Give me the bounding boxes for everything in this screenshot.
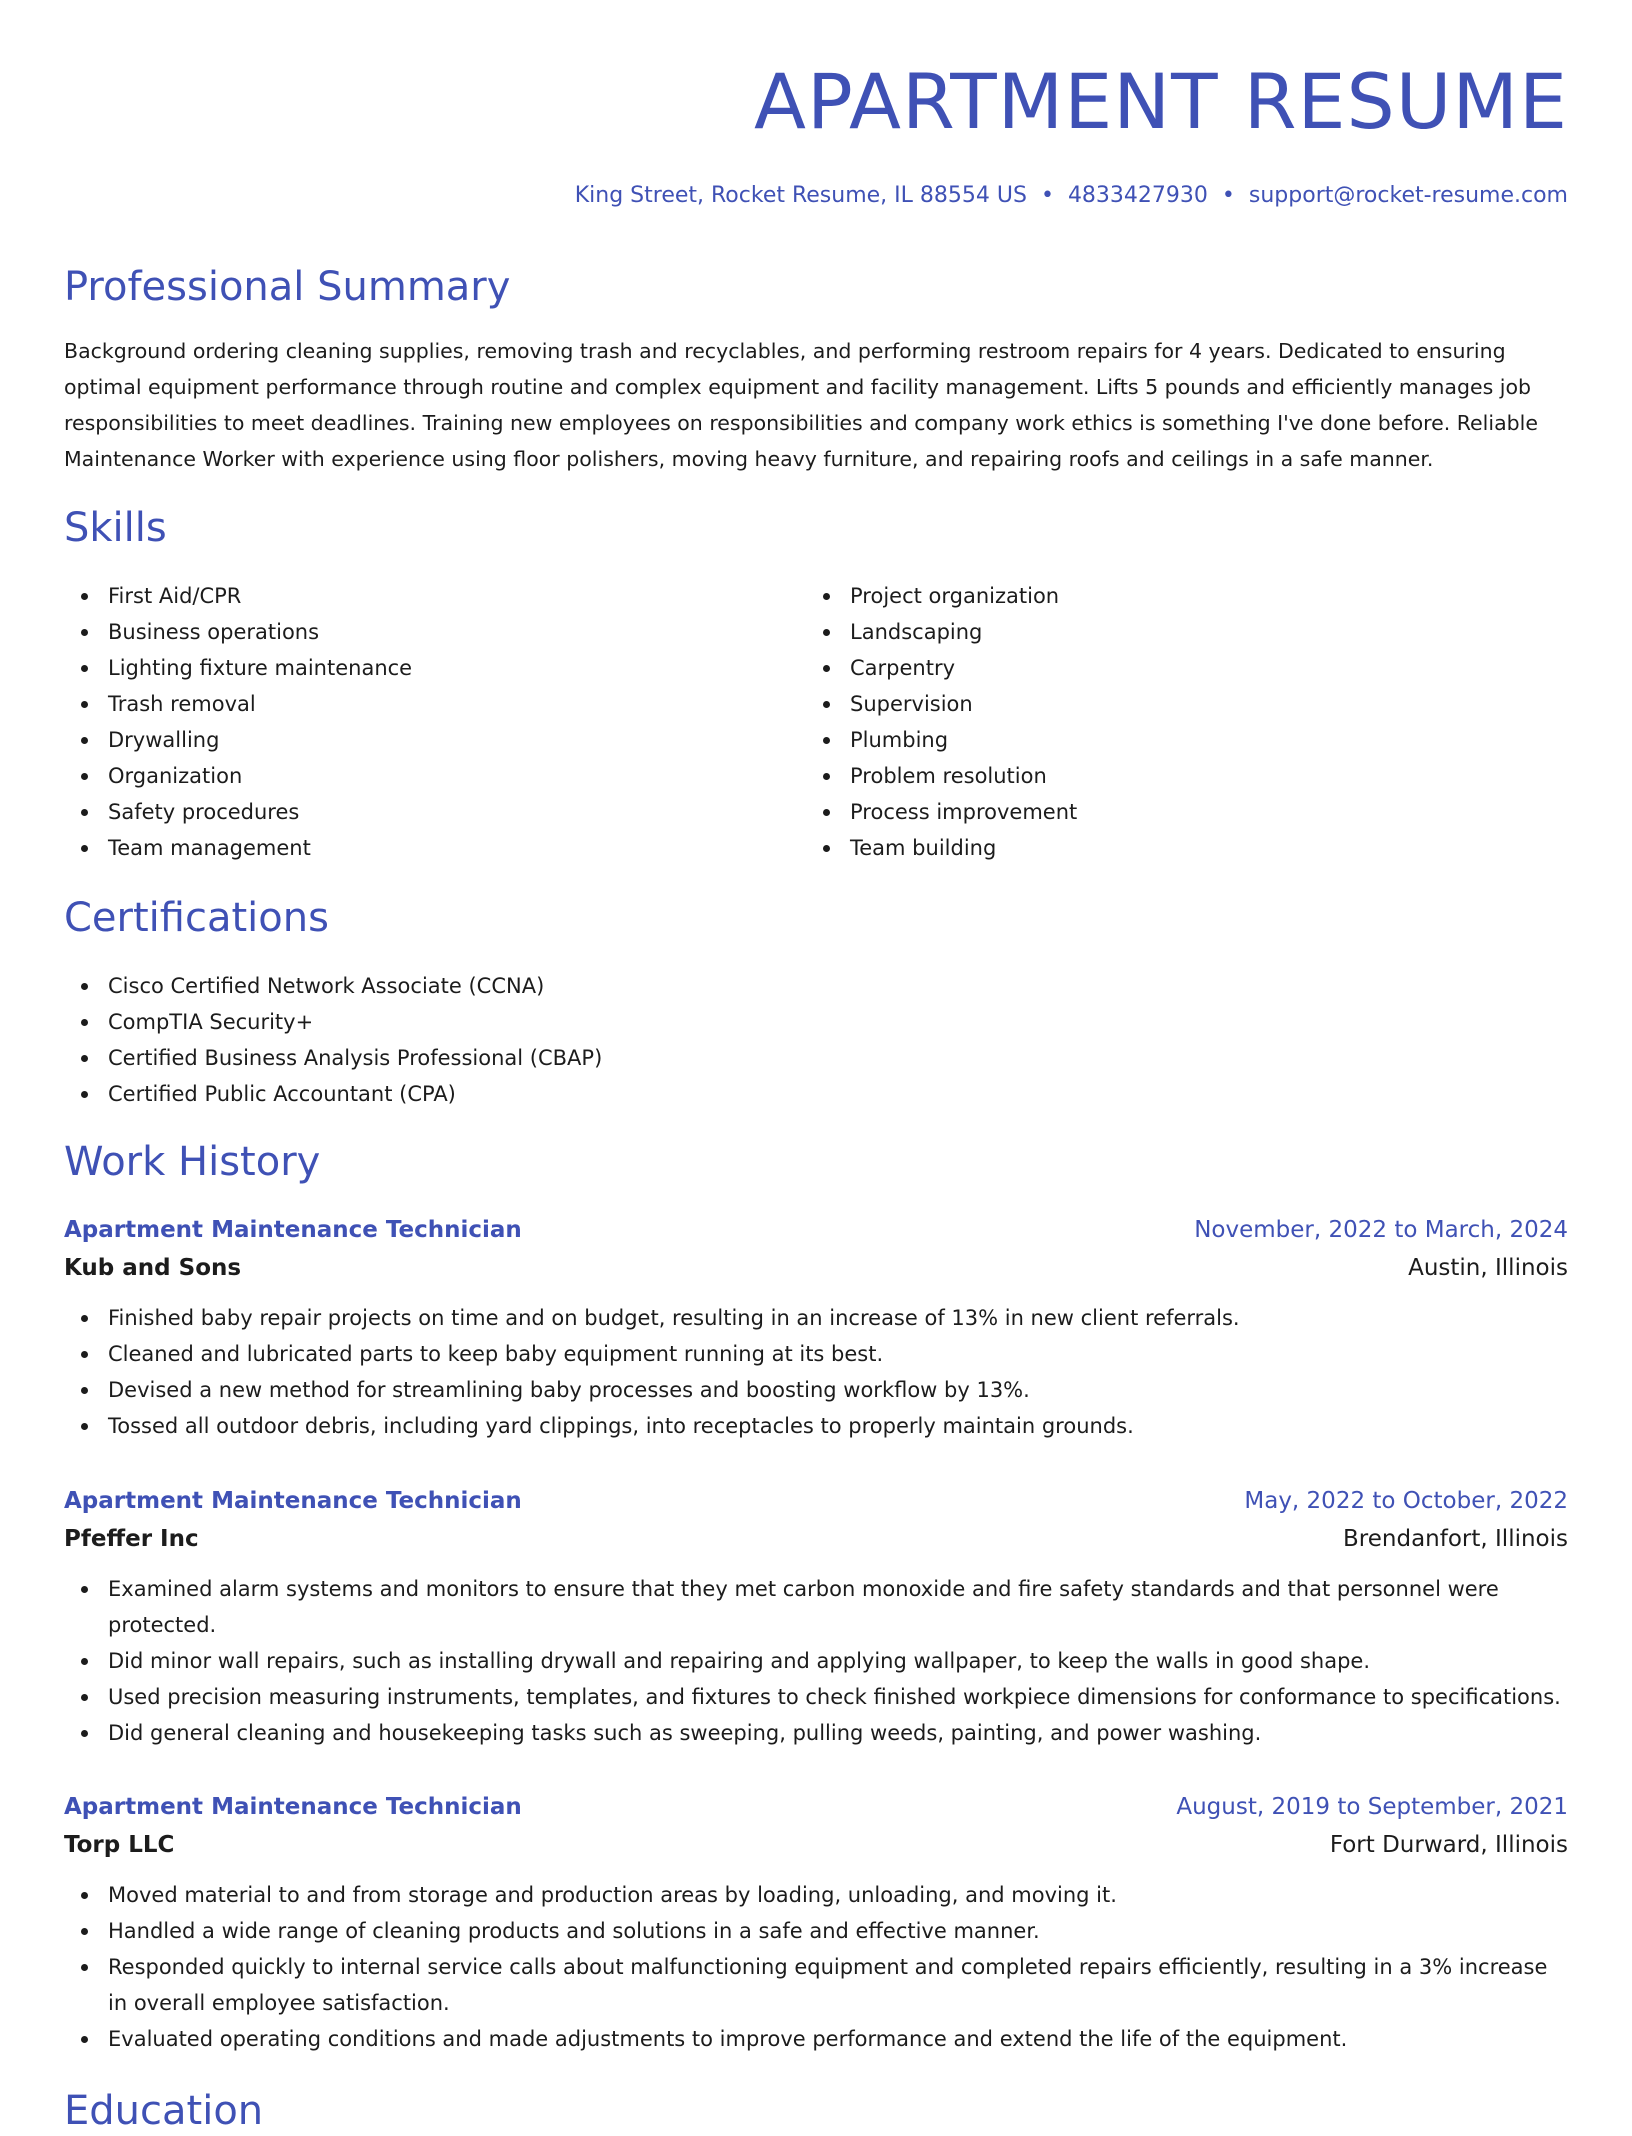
list-item: Cleaned and lubricated parts to keep baby equipment running at its best. (64, 1336, 1568, 1372)
job-location: Fort Durward, Illinois (1329, 1832, 1568, 1858)
job-bullets (64, 1571, 1568, 1751)
job-location: Brendanfort, Illinois (1343, 1526, 1568, 1552)
job-company: Kub and Sons (64, 1255, 242, 1281)
section-heading-work-history: Work History (64, 1139, 321, 1185)
list-item: Lighting fixture maintenance (64, 650, 764, 686)
list-item: Process improvement (806, 794, 1506, 830)
list-item: Responded quickly to internal service calls about malfunctioning equipment and completed repairs efficiently, resulting in a 3% increase in overall employee satisfaction. (64, 1949, 1568, 2021)
contact-phone[interactable]: 4833427930 (1067, 183, 1208, 208)
job-dates: August, 2019 to September, 2021 (1176, 1794, 1568, 1820)
list-item: Team management (64, 830, 764, 866)
list-item: Did minor wall repairs, such as installing drywall and repairing and applying wallpaper, to keep the walls in good shape. (64, 1643, 1568, 1679)
list-item: Devised a new method for streamlining baby processes and boosting workflow by 13%. (64, 1372, 1568, 1408)
contact-separator: • (1221, 183, 1235, 208)
job-company: Torp LLC (64, 1832, 175, 1858)
list-item: Problem resolution (806, 758, 1506, 794)
job-title: Apartment Maintenance Technician (64, 1794, 522, 1820)
list-item: Moved material to and from storage and production areas by loading, unloading, and moving it. (64, 1877, 1568, 1913)
contact-line (575, 181, 1568, 211)
list-item: Cisco Certified Network Associate (CCNA) (64, 968, 1064, 1004)
resume-name: APARTMENT RESUME (754, 57, 1568, 146)
list-item: Safety procedures (64, 794, 764, 830)
list-item: Supervision (806, 686, 1506, 722)
list-item: Certified Business Analysis Professional (CBAP) (64, 1040, 1064, 1076)
contact-address: King Street, Rocket Resume, IL 88554 US (574, 183, 1027, 208)
list-item: Team building (806, 830, 1506, 866)
list-item: Trash removal (64, 686, 764, 722)
contact-email[interactable]: support@rocket-resume.com (1248, 183, 1568, 208)
summary-text: Background ordering cleaning supplies, removing trash and recyclables, and performing restroom repairs for 4 years. Dedicated to ensuring optimal equipment performance through routine and complex equipment and facility management. Lifts 5 pounds and efficiently manages job responsibilities to meet deadlines. Training new employees on responsibilities and company work ethics is something I've done before. Reliable Maintenance Worker with experience using floor polishers, moving heavy furniture, and repairing roofs and ceilings in a safe manner. (64, 339, 1538, 471)
job-dates: November, 2022 to March, 2024 (1194, 1217, 1568, 1243)
section-heading-education: Education (64, 2088, 264, 2134)
list-item: Used precision measuring instruments, templates, and fixtures to check finished workpiece dimensions for conformance to specifications. (64, 1679, 1568, 1715)
job-title: Apartment Maintenance Technician (64, 1488, 522, 1514)
list-item: Landscaping (806, 614, 1506, 650)
list-item: Evaluated operating conditions and made adjustments to improve performance and extend the life of the equipment. (64, 2021, 1568, 2057)
list-item: Finished baby repair projects on time and on budget, resulting in an increase of 13% in new client referrals. (64, 1300, 1568, 1336)
certifications-list (64, 968, 1064, 1112)
job-entry (64, 1212, 1568, 1444)
list-item: CompTIA Security+ (64, 1004, 1064, 1040)
job-bullets (64, 1877, 1568, 2057)
skills-list-right (806, 578, 1506, 866)
list-item: Plumbing (806, 722, 1506, 758)
list-item: Did general cleaning and housekeeping tasks such as sweeping, pulling weeds, painting, and power washing. (64, 1715, 1568, 1751)
job-company: Pfeffer Inc (64, 1526, 199, 1552)
job-bullets (64, 1300, 1568, 1444)
list-item: Drywalling (64, 722, 764, 758)
list-item: Project organization (806, 578, 1506, 614)
list-item: Examined alarm systems and monitors to ensure that they met carbon monoxide and fire safety standards and that personnel were protected. (64, 1571, 1568, 1643)
contact-separator: • (1040, 183, 1054, 208)
job-location: Austin, Illinois (1408, 1255, 1568, 1281)
job-dates: May, 2022 to October, 2022 (1244, 1488, 1568, 1514)
section-heading-skills: Skills (64, 505, 167, 551)
section-heading-certifications: Certifications (64, 895, 329, 941)
job-title: Apartment Maintenance Technician (64, 1217, 522, 1243)
list-item: Organization (64, 758, 764, 794)
job-entry (64, 1789, 1568, 2057)
list-item: First Aid/CPR (64, 578, 764, 614)
list-item: Certified Public Accountant (CPA) (64, 1076, 1064, 1112)
list-item: Tossed all outdoor debris, including yard clippings, into receptacles to properly maintain grounds. (64, 1408, 1568, 1444)
job-entry (64, 1483, 1568, 1751)
section-heading-summary: Professional Summary (64, 264, 511, 310)
list-item: Carpentry (806, 650, 1506, 686)
list-item: Business operations (64, 614, 764, 650)
list-item: Handled a wide range of cleaning products and solutions in a safe and effective manner. (64, 1913, 1568, 1949)
skills-list-left (64, 578, 764, 866)
